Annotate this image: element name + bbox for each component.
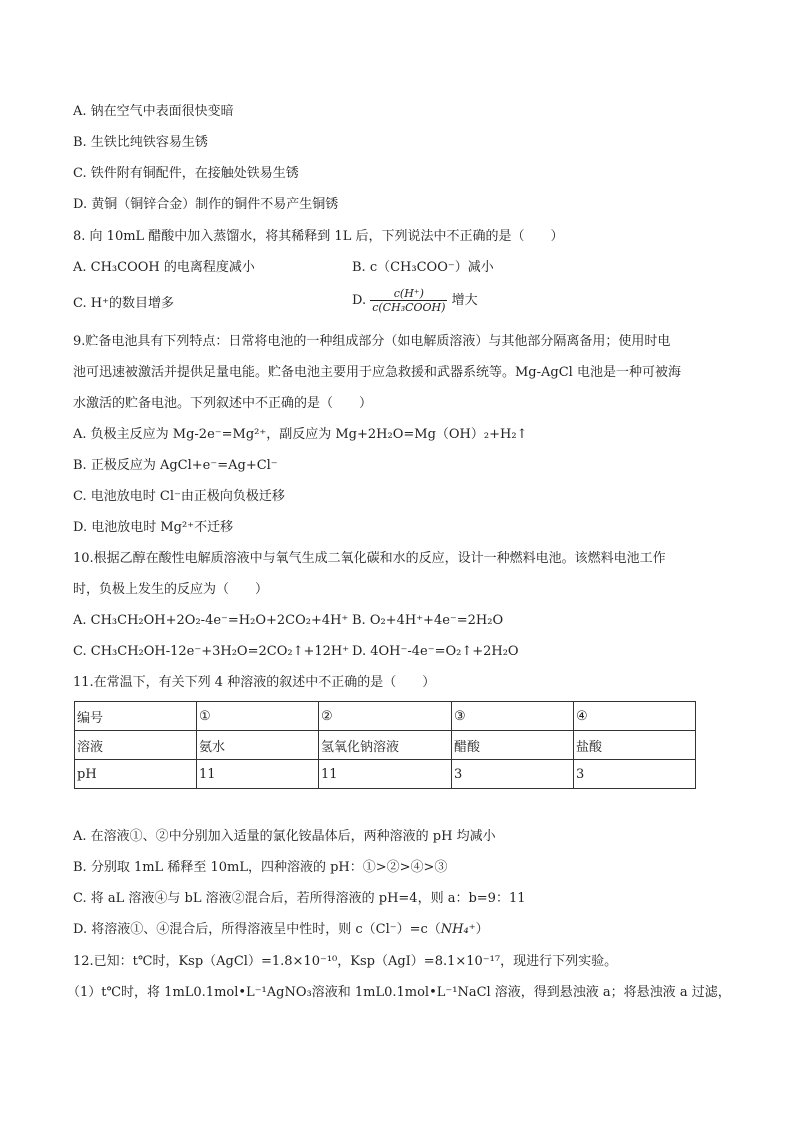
q11-option-d	[73, 921, 489, 939]
table-cell: 氨水	[197, 731, 319, 760]
table-cell: 3	[574, 760, 696, 789]
q8-stem: 8. 向 10mL 醋酸中加入蒸馏水，将其稀释到 1L 后，下列说法中不正确的是（ ）	[73, 229, 564, 244]
table-cell: ②	[319, 702, 452, 731]
fraction-denominator: c(CH₃COOH)	[372, 301, 446, 314]
q7-option-b: B. 生铁比纯铁容易生锈	[73, 135, 208, 150]
table-row	[75, 760, 696, 789]
q9-option-a: A. 负极主反应为 Mg-2e⁻=Mg²⁺，副反应为 Mg+2H₂O=Mg（OH）₂+H₂↑	[73, 427, 528, 442]
q8-option-c: C. H⁺的数目增多	[73, 296, 174, 311]
ammonium-ion: NH₄⁺	[440, 922, 476, 937]
q8-option-d-prefix: D.	[352, 293, 367, 308]
table-cell: ①	[197, 702, 319, 731]
q9-option-d: D. 电池放电时 Mg²⁺不迁移	[73, 520, 234, 535]
q10-stem-line1: 10.根据乙醇在酸性电解质溶液中与氧气生成二氧化碳和水的反应，设计一种燃料电池。该燃料电池工作	[73, 551, 666, 566]
solutions-table	[74, 701, 696, 789]
q8-option-d	[352, 287, 478, 314]
q9-option-c: C. 电池放电时 Cl⁻由正极向负极迁移	[73, 489, 285, 504]
table-row	[75, 702, 696, 731]
q11-option-d-suffix: ）	[475, 922, 489, 937]
table-cell: 溶液	[75, 731, 197, 760]
table-cell: 11	[319, 760, 452, 789]
q9-stem-line3: 水激活的贮备电池。下列叙述中不正确的是（ ）	[73, 396, 373, 411]
q7-option-c: C. 铁件附有铜配件，在接触处铁易生锈	[73, 166, 299, 181]
q11-option-a: A. 在溶液①、②中分别加入适量的氯化铵晶体后，两种溶液的 pH 均减小	[73, 829, 496, 844]
table-cell: 醋酸	[452, 731, 574, 760]
q10-option-b: B. O₂+4H⁺+4e⁻=2H₂O	[352, 613, 504, 628]
q8-option-d-fraction	[370, 287, 447, 314]
q10-option-c: C. CH₃CH₂OH-12e⁻+3H₂O=2CO₂↑+12H⁺	[73, 644, 350, 659]
q8-option-b: B. c（CH₃COO⁻）减小	[352, 260, 494, 275]
table-cell: 11	[197, 760, 319, 789]
q8-option-d-suffix: 增大	[451, 293, 478, 308]
table-cell: pH	[75, 760, 197, 789]
q7-option-d: D. 黄铜（铜锌合金）制作的铜件不易产生铜锈	[73, 197, 339, 212]
table-cell: ③	[452, 702, 574, 731]
q11-stem: 11.在常温下，有关下列 4 种溶液的叙述中不正确的是（ ）	[73, 675, 436, 690]
q9-stem-line1: 9.贮备电池具有下列特点：日常将电池的一种组成部分（如电解质溶液）与其他部分隔离备用；使用时电	[73, 334, 671, 349]
q11-option-c: C. 将 aL 溶液④与 bL 溶液②混合后，若所得溶液的 pH=4，则 a：b=9：11	[73, 891, 526, 906]
table-cell: 3	[452, 760, 574, 789]
fraction-numerator: c(H⁺)	[370, 287, 447, 301]
q9-stem-line2: 池可迅速被激活并提供足量电能。贮备电池主要用于应急救援和武器系统等。Mg-AgCl 电池是一种可被海	[73, 365, 681, 380]
q10-stem-line2: 时，负极上发生的反应为（ ）	[73, 582, 269, 597]
table-cell: 编号	[75, 702, 197, 731]
q10-option-d: D. 4OH⁻-4e⁻=O₂↑+2H₂O	[352, 644, 519, 659]
q10-option-a: A. CH₃CH₂OH+2O₂-4e⁻=H₂O+2CO₂+4H⁺	[73, 613, 349, 628]
q8-option-a: A. CH₃COOH 的电离程度减小	[73, 260, 255, 275]
q11-option-b: B. 分别取 1mL 稀释至 10mL，四种溶液的 pH：①>②>④>③	[73, 860, 448, 875]
q12-part1: （1）t℃时，将 1mL0.1mol•L⁻¹AgNO₃溶液和 1mL0.1mol•L⁻¹NaCl 溶液，得到悬浊液 a；将悬浊液 a 过滤，	[67, 985, 731, 1000]
q9-option-b: B. 正极反应为 AgCl+e⁻=Ag+Cl⁻	[73, 458, 278, 473]
q7-option-a: A. 钠在空气中表面很快变暗	[73, 104, 234, 119]
q11-option-d-prefix: D. 将溶液①、④混合后，所得溶液呈中性时，则 c（Cl⁻）=c（	[73, 922, 441, 937]
table-row	[75, 731, 696, 760]
q12-stem: 12.已知：t℃时，Ksp（AgCl）=1.8×10⁻¹⁰，Ksp（AgI）=8.1×10⁻¹⁷，现进行下列实验。	[73, 954, 618, 969]
table-cell: ④	[574, 702, 696, 731]
table-cell: 盐酸	[574, 731, 696, 760]
table-cell: 氢氧化钠溶液	[319, 731, 452, 760]
